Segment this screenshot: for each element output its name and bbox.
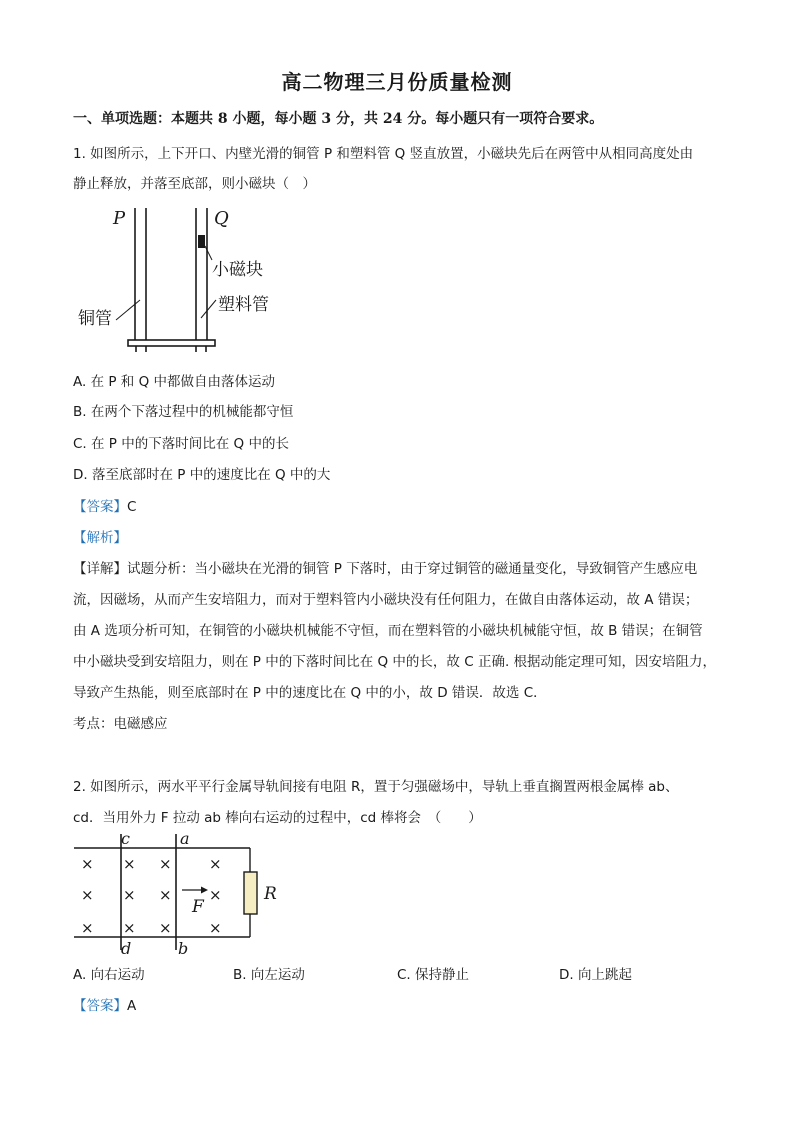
q1-option-c: C. 在 P 中的下落时间比在 Q 中的长 (73, 436, 289, 452)
answer-value: C (127, 499, 137, 515)
analysis-tag: 【解析】 (73, 530, 127, 546)
magnetic-field-cross: × (159, 855, 172, 873)
q1-option-a: A. 在 P 和 Q 中都做自由落体运动 (73, 374, 276, 390)
page-title: 高二物理三月份质量检测 (281, 70, 513, 94)
label-f: F (192, 897, 204, 917)
q1-answer-row (73, 495, 136, 515)
label-d: d (121, 939, 132, 958)
magnetic-field-cross: × (159, 886, 172, 904)
magnetic-field-cross: × (123, 919, 136, 937)
q2-option-b: B. 向左运动 (233, 967, 305, 983)
magnetic-field-cross: × (123, 886, 136, 904)
magnetic-field-cross: × (81, 919, 94, 937)
q1-stem-line1: 1. 如图所示，上下开口、内壁光滑的铜管 P 和塑料管 Q 竖直放置，小磁块先后在两管中从相同高度处由 (73, 146, 694, 162)
detail-line-3: 由 A 选项分析可知，在铜管的小磁块机械能不守恒，而在塑料管的小磁块机械能守恒，故 B 错误；在铜管 (73, 623, 703, 639)
q2-answer-row (73, 994, 136, 1014)
detail-line-2: 流，因磁场，从而产生安培阻力，而对于塑料管内小磁块没有任何阻力，在做自由落体运动，故 A 错误； (73, 592, 699, 608)
base-plate (128, 340, 215, 346)
q2-option-c: C. 保持静止 (397, 967, 470, 983)
q1-stem-line2: 静止释放，并落至底部，则小磁块（ ） (73, 176, 316, 192)
label-b: b (178, 939, 189, 958)
magnetic-field-cross: × (123, 855, 136, 873)
label-a: a (180, 829, 190, 848)
magnet-leader-line (205, 246, 212, 260)
label-r: R (264, 884, 277, 904)
plastic-leader-line (201, 300, 216, 318)
kaodian: 考点：电磁感应 (73, 716, 168, 732)
detail-line-4: 中小磁块受到安培阻力，则在 P 中的下落时间比在 Q 中的长，故 C 正确. 根据动能定理可知，因安培阻力， (73, 654, 717, 670)
label-c: c (121, 829, 130, 848)
q2-stem-line2: cd．当用外力 F 拉动 ab 棒向右运动的过程中，cd 棒将会 （ ） (73, 810, 482, 826)
label-magnet: 小磁块 (212, 260, 263, 280)
label-copper-tube: 铜管 (78, 309, 112, 329)
copper-leader-line (116, 300, 140, 320)
q2-option-a: A. 向右运动 (73, 967, 145, 983)
q1-option-b: B. 在两个下落过程中的机械能都守恒 (73, 404, 294, 420)
q2-stem-line1: 2. 如图所示，两水平平行金属导轨间接有电阻 R，置于匀强磁场中，导轨上垂直搁置两根金属棒 ab、 (73, 779, 679, 795)
label-q: Q (214, 208, 229, 229)
detail-line-1: 【详解】试题分析：当小磁块在光滑的铜管 P 下落时，由于穿过铜管的磁通量变化，导致铜管产生感应电 (73, 561, 698, 577)
section-heading: 一、单项选题：本题共 8 小题，每小题 3 分，共 24 分。每小题只有一项符合要求。 (73, 111, 604, 127)
q1-option-d: D. 落至底部时在 P 中的速度比在 Q 中的大 (73, 467, 331, 483)
resistor-r (244, 872, 257, 914)
magnetic-field-cross: × (159, 919, 172, 937)
q2-option-d: D. 向上跳起 (559, 967, 632, 983)
magnetic-field-cross: × (209, 855, 222, 873)
answer-tag: 【答案】 (73, 499, 127, 515)
magnetic-field-cross: × (81, 886, 94, 904)
label-p: P (113, 208, 126, 229)
magnetic-field-cross: × (209, 919, 222, 937)
answer-tag: 【答案】 (73, 998, 127, 1014)
magnetic-field-cross: × (209, 886, 222, 904)
magnet-block (198, 235, 205, 248)
force-arrow-head (201, 887, 208, 894)
answer-value: A (127, 998, 137, 1014)
q2-rail-diagram (70, 828, 290, 958)
magnetic-field-cross: × (81, 855, 94, 873)
detail-line-5: 导致产生热能，则至底部时在 P 中的速度比在 Q 中的小，故 D 错误．故选 C． (73, 685, 547, 701)
label-plastic-tube: 塑料管 (218, 295, 269, 315)
q1-tube-diagram (70, 200, 300, 360)
